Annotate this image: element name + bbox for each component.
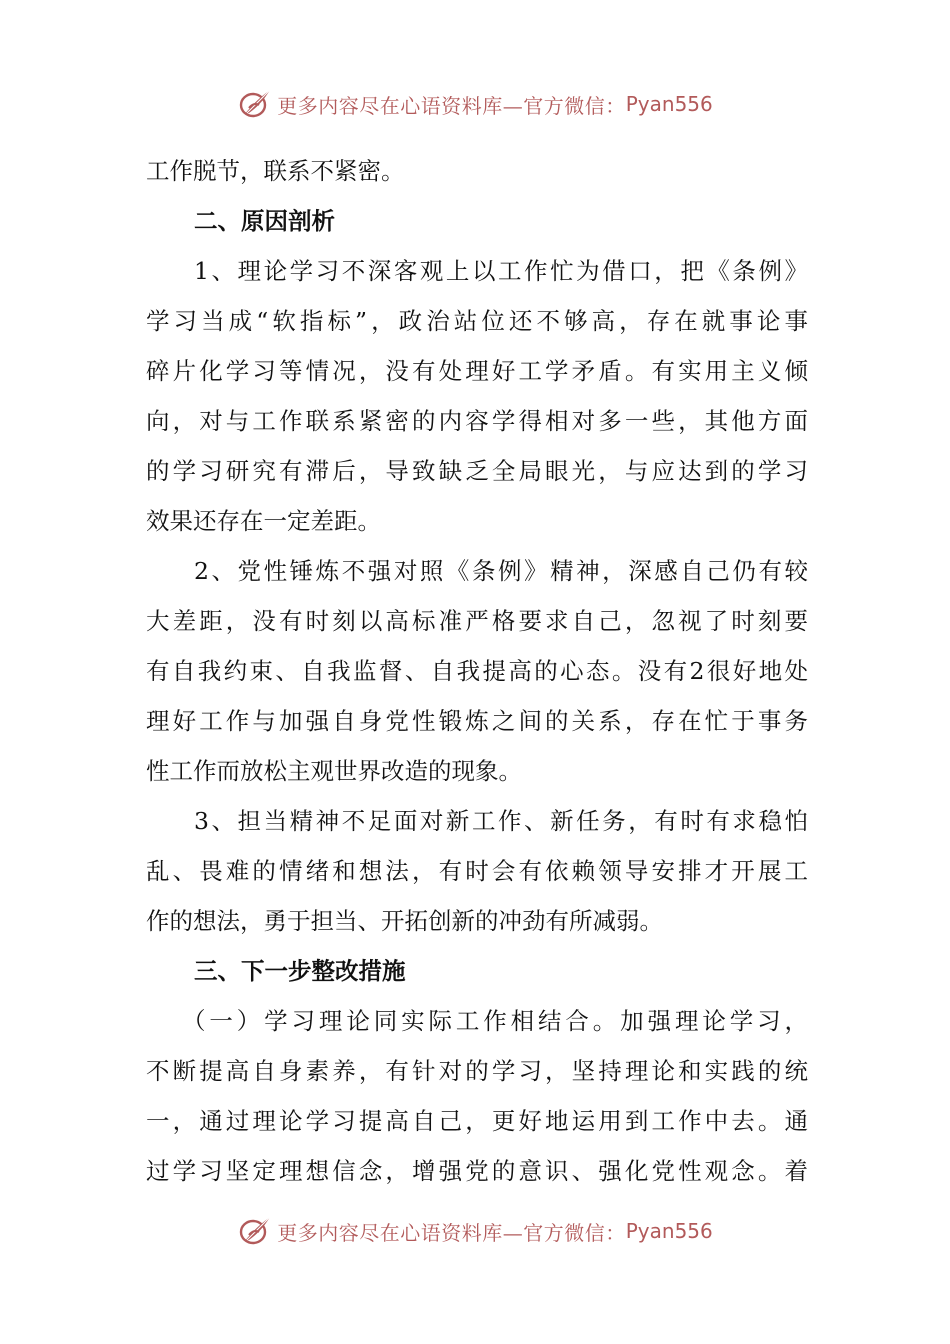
text-line: 有自我约束、自我监督、自我提高的心态。没有2很好地处 xyxy=(146,657,808,685)
footer-watermark xyxy=(0,1209,950,1253)
section-heading: 二、原因剖析 xyxy=(194,207,335,235)
text-line: 2、党性锤炼不强对照《条例》精神，深感自己仍有较 xyxy=(194,557,808,585)
watermark-text: 更多内容尽在心语资料库—官方微信： xyxy=(277,1220,626,1245)
text-line: 理好工作与加强自身党性锻炼之间的关系，存在忙于事务 xyxy=(146,707,808,735)
text-line: 乱、畏难的情绪和想法，有时会有依赖领导安排才开展工 xyxy=(146,857,808,885)
text-line: （一）学习理论同实际工作相结合。加强理论学习， xyxy=(182,1007,808,1035)
watermark-wechat-id: Pyan556 xyxy=(625,92,713,116)
document-body xyxy=(146,146,808,1196)
header-watermark xyxy=(0,82,950,126)
text-line: 碎片化学习等情况，没有处理好工学矛盾。有实用主义倾 xyxy=(146,357,808,385)
quill-logo-icon xyxy=(237,86,273,122)
text-line: 不断提高自身素养，有针对的学习，坚持理论和实践的统 xyxy=(146,1057,808,1085)
text-line: 1、理论学习不深客观上以工作忙为借口，把《条例》 xyxy=(194,257,808,285)
text-line: 大差距，没有时刻以高标准严格要求自己，忽视了时刻要 xyxy=(146,607,808,635)
watermark-wechat-id: Pyan556 xyxy=(625,1219,713,1243)
text-line: 3、担当精神不足面对新工作、新任务，有时有求稳怕 xyxy=(194,807,808,835)
section-heading: 三、下一步整改措施 xyxy=(194,957,406,985)
text-line: 作的想法，勇于担当、开拓创新的冲劲有所减弱。 xyxy=(146,907,663,935)
text-line: 的学习研究有滞后，导致缺乏全局眼光，与应达到的学习 xyxy=(146,457,808,485)
text-line: 工作脱节，联系不紧密。 xyxy=(146,157,405,185)
quill-logo-icon xyxy=(237,1213,273,1249)
text-line: 效果还存在一定差距。 xyxy=(146,507,381,535)
text-line: 过学习坚定理想信念，增强党的意识、强化党性观念。着 xyxy=(146,1157,808,1185)
text-line: 一，通过理论学习提高自己，更好地运用到工作中去。通 xyxy=(146,1107,808,1135)
text-line: 学习当成“软指标”，政治站位还不够高，存在就事论事 xyxy=(146,307,808,335)
watermark-text: 更多内容尽在心语资料库—官方微信： xyxy=(277,93,626,118)
text-line: 向，对与工作联系紧密的内容学得相对多一些，其他方面 xyxy=(146,407,808,435)
text-line: 性工作而放松主观世界改造的现象。 xyxy=(146,757,522,785)
